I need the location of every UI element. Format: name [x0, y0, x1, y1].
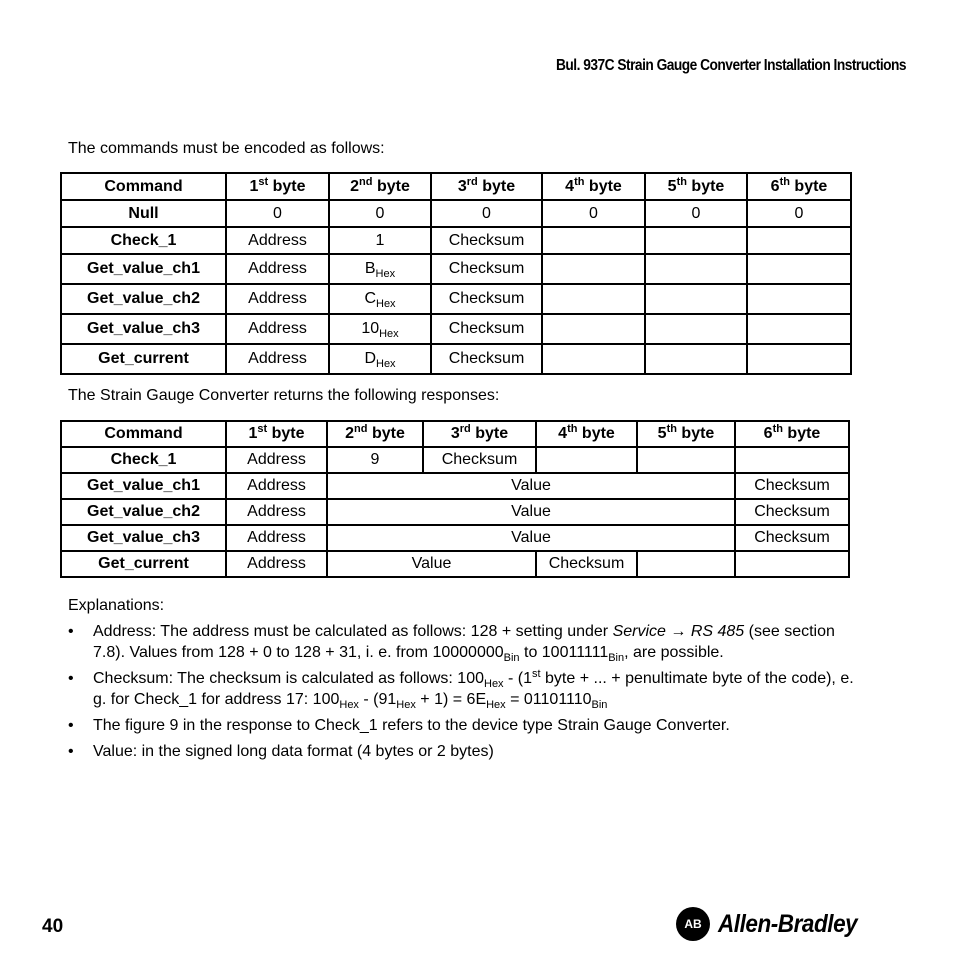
byte-cell: Address	[226, 551, 327, 577]
command-cell: Get_value_ch2	[61, 284, 226, 314]
table-row	[61, 200, 851, 227]
list-item: • Value: in the signed long data format (4 bytes or 2 bytes)	[68, 743, 494, 760]
bullet-icon: •	[68, 717, 74, 734]
value-cell: Value	[327, 551, 536, 577]
byte-cell: Checksum	[536, 551, 637, 577]
byte-cell: Checksum	[431, 227, 542, 254]
ab-logo-icon: AB	[676, 907, 710, 941]
header-command: Command	[61, 173, 226, 200]
brand-logo	[676, 907, 873, 941]
byte-cell: 1	[329, 227, 431, 254]
header-byte-1: 1st byte	[226, 421, 327, 447]
byte-cell: Checksum	[423, 447, 536, 473]
empty-cell	[542, 314, 645, 344]
value-cell: Value	[327, 499, 735, 525]
table-row	[61, 551, 849, 577]
empty-cell	[645, 227, 747, 254]
command-cell: Null	[61, 200, 226, 227]
byte-cell: $D_{Hex}$	[329, 344, 431, 374]
header-byte-1: 1st byte	[226, 173, 329, 200]
brand-name: Allen-Bradley	[718, 909, 858, 938]
list-item: • The figure 9 in the response to Check_1 refers to the device type Strain Gauge Converter.	[68, 717, 730, 734]
byte-cell: Address	[226, 473, 327, 499]
table-row	[61, 344, 851, 374]
table-row	[61, 227, 851, 254]
empty-cell	[735, 447, 849, 473]
bullet-icon: •	[68, 623, 74, 640]
command-cell: Get_current	[61, 344, 226, 374]
commands-table	[60, 172, 852, 375]
table-row	[61, 284, 851, 314]
header-byte-3: 3rd byte	[423, 421, 536, 447]
empty-cell	[735, 551, 849, 577]
byte-cell: 0	[329, 200, 431, 227]
value-cell: Value	[327, 473, 735, 499]
bullet-icon: •	[68, 743, 74, 760]
command-cell: Check_1	[61, 447, 226, 473]
byte-cell: Checksum	[735, 499, 849, 525]
header-byte-5: 5th byte	[637, 421, 735, 447]
byte-cell: Address	[226, 227, 329, 254]
header-command: Command	[61, 421, 226, 447]
byte-cell: Checksum	[431, 344, 542, 374]
byte-cell: 0	[431, 200, 542, 227]
table-header-row	[61, 421, 849, 447]
empty-cell	[747, 227, 851, 254]
header-byte-4: 4th byte	[536, 421, 637, 447]
empty-cell	[536, 447, 637, 473]
intro-commands: The commands must be encoded as follows:	[68, 140, 385, 157]
header-byte-2: 2nd byte	[327, 421, 423, 447]
byte-cell: $C_{Hex}$	[329, 284, 431, 314]
byte-cell: Checksum	[431, 254, 542, 284]
table-row	[61, 447, 849, 473]
byte-cell: Address	[226, 344, 329, 374]
explanations-list	[68, 621, 868, 762]
byte-cell: Checksum	[735, 525, 849, 551]
empty-cell	[747, 254, 851, 284]
command-cell: Check_1	[61, 227, 226, 254]
command-cell: Get_value_ch1	[61, 473, 226, 499]
empty-cell	[637, 551, 735, 577]
byte-cell: Address	[226, 284, 329, 314]
header-byte-5: 5th byte	[645, 173, 747, 200]
empty-cell	[747, 284, 851, 314]
empty-cell	[542, 344, 645, 374]
list-item: • Checksum: The checksum is calculated as follows: $100_{Hex} - (1st$ byte + ... + penultimate byte of the code), e. g. for Check_1 for address 17: $100_{Hex} - (91_{Hex} + 1) = 6E_{Hex} = 01101110_{Bin}$	[68, 668, 854, 711]
bullet-icon: •	[68, 670, 74, 687]
explanations-title: Explanations:	[68, 597, 165, 614]
byte-cell: Address	[226, 254, 329, 284]
empty-cell	[645, 314, 747, 344]
command-cell: Get_value_ch3	[61, 314, 226, 344]
byte-cell: 0	[226, 200, 329, 227]
document-header: Bul. 937C Strain Gauge Converter Installation Instructions	[555, 57, 906, 74]
command-cell: Get_value_ch2	[61, 499, 226, 525]
empty-cell	[542, 227, 645, 254]
empty-cell	[637, 447, 735, 473]
page-number: 40	[42, 916, 64, 937]
table-row	[61, 473, 849, 499]
byte-cell: Address	[226, 314, 329, 344]
byte-cell: Address	[226, 499, 327, 525]
empty-cell	[542, 254, 645, 284]
byte-cell: 9	[327, 447, 423, 473]
header-byte-3: 3rd byte	[431, 173, 542, 200]
empty-cell	[747, 314, 851, 344]
table-row	[61, 254, 851, 284]
table-header-row	[61, 173, 851, 200]
command-cell: Get_value_ch3	[61, 525, 226, 551]
empty-cell	[645, 284, 747, 314]
empty-cell	[645, 344, 747, 374]
byte-cell: Address	[226, 447, 327, 473]
header-byte-2: 2nd byte	[329, 173, 431, 200]
intro-responses: The Strain Gauge Converter returns the following responses:	[68, 387, 500, 404]
explanations	[68, 595, 868, 767]
command-cell: Get_value_ch1	[61, 254, 226, 284]
empty-cell	[542, 284, 645, 314]
empty-cell	[645, 254, 747, 284]
byte-cell: $B_{Hex}$	[329, 254, 431, 284]
byte-cell: $10_{Hex}$	[329, 314, 431, 344]
header-byte-4: 4th byte	[542, 173, 645, 200]
table-row	[61, 314, 851, 344]
list-item: • Address: The address must be calculated as follows: 128 + setting under Service → RS 485 (see section 7.8). Values from 128 + 0 to 128 + 31, i. e. from $10000000_{Bin}$ to $10011111_{Bin}$, are possible.	[68, 623, 835, 664]
table-row	[61, 525, 849, 551]
header-byte-6: 6th byte	[735, 421, 849, 447]
value-cell: Value	[327, 525, 735, 551]
byte-cell: 0	[542, 200, 645, 227]
byte-cell: 0	[645, 200, 747, 227]
command-cell: Get_current	[61, 551, 226, 577]
byte-cell: Checksum	[431, 284, 542, 314]
byte-cell: Checksum	[735, 473, 849, 499]
table-row	[61, 499, 849, 525]
empty-cell	[747, 344, 851, 374]
byte-cell: Checksum	[431, 314, 542, 344]
header-byte-6: 6th byte	[747, 173, 851, 200]
byte-cell: 0	[747, 200, 851, 227]
byte-cell: Address	[226, 525, 327, 551]
responses-table	[60, 420, 850, 578]
